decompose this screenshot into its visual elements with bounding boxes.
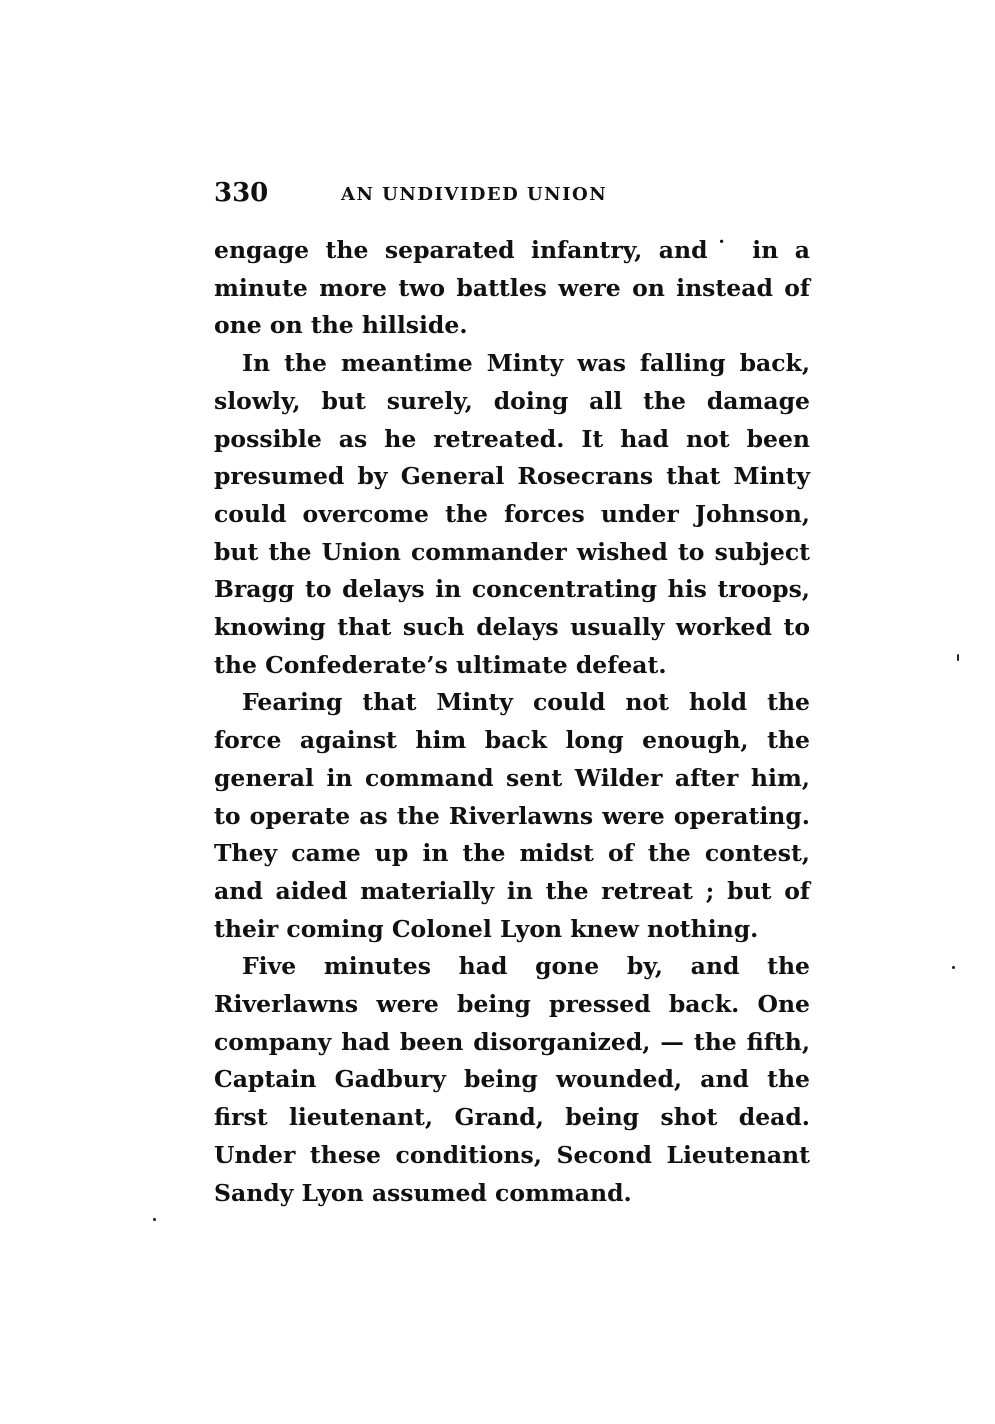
body-text — [214, 232, 810, 1212]
paragraph-riverlawns-pressed: Five minutes had gone by, and the Riverlawns were being pressed back. One company had been disorganized, — the fifth, Captain Gadbury being wounded, and the first lieutenant, Grand, being shot dead. Under these conditions, Second Lieutenant Sandy Lyon assumed command. — [214, 952, 810, 1207]
paragraph-continued: engage the separated infantry, and˙ in a minute more two battles were on instead of one on the hillside. — [214, 236, 810, 340]
paragraph-minty-retreat: In the meantime Minty was falling back, slowly, but surely, doing all the damage possible as he retreated. It had not been presumed by General Rosecrans that Minty could overcome the forces under Johnson, but the Union commander wished to subject Bragg to delays in concentrating his troops, knowing that such delays usually worked to the Confederate’s ultimate defeat. — [214, 349, 810, 679]
scan-speck — [957, 654, 959, 661]
running-head — [214, 178, 814, 218]
running-title: AN UNDIVIDED UNION — [341, 184, 608, 205]
scan-speck — [952, 966, 955, 969]
scan-speck — [153, 1218, 156, 1221]
paragraph-wilder-sent: Fearing that Minty could not hold the force against him back long enough, the general in command sent Wilder after him, to operate as the Riverlawns were operating. They came up in the midst of the contest, and aided materially in the retreat ; but of their coming Colonel Lyon knew nothing. — [214, 688, 810, 943]
page-number: 330 — [214, 178, 269, 208]
